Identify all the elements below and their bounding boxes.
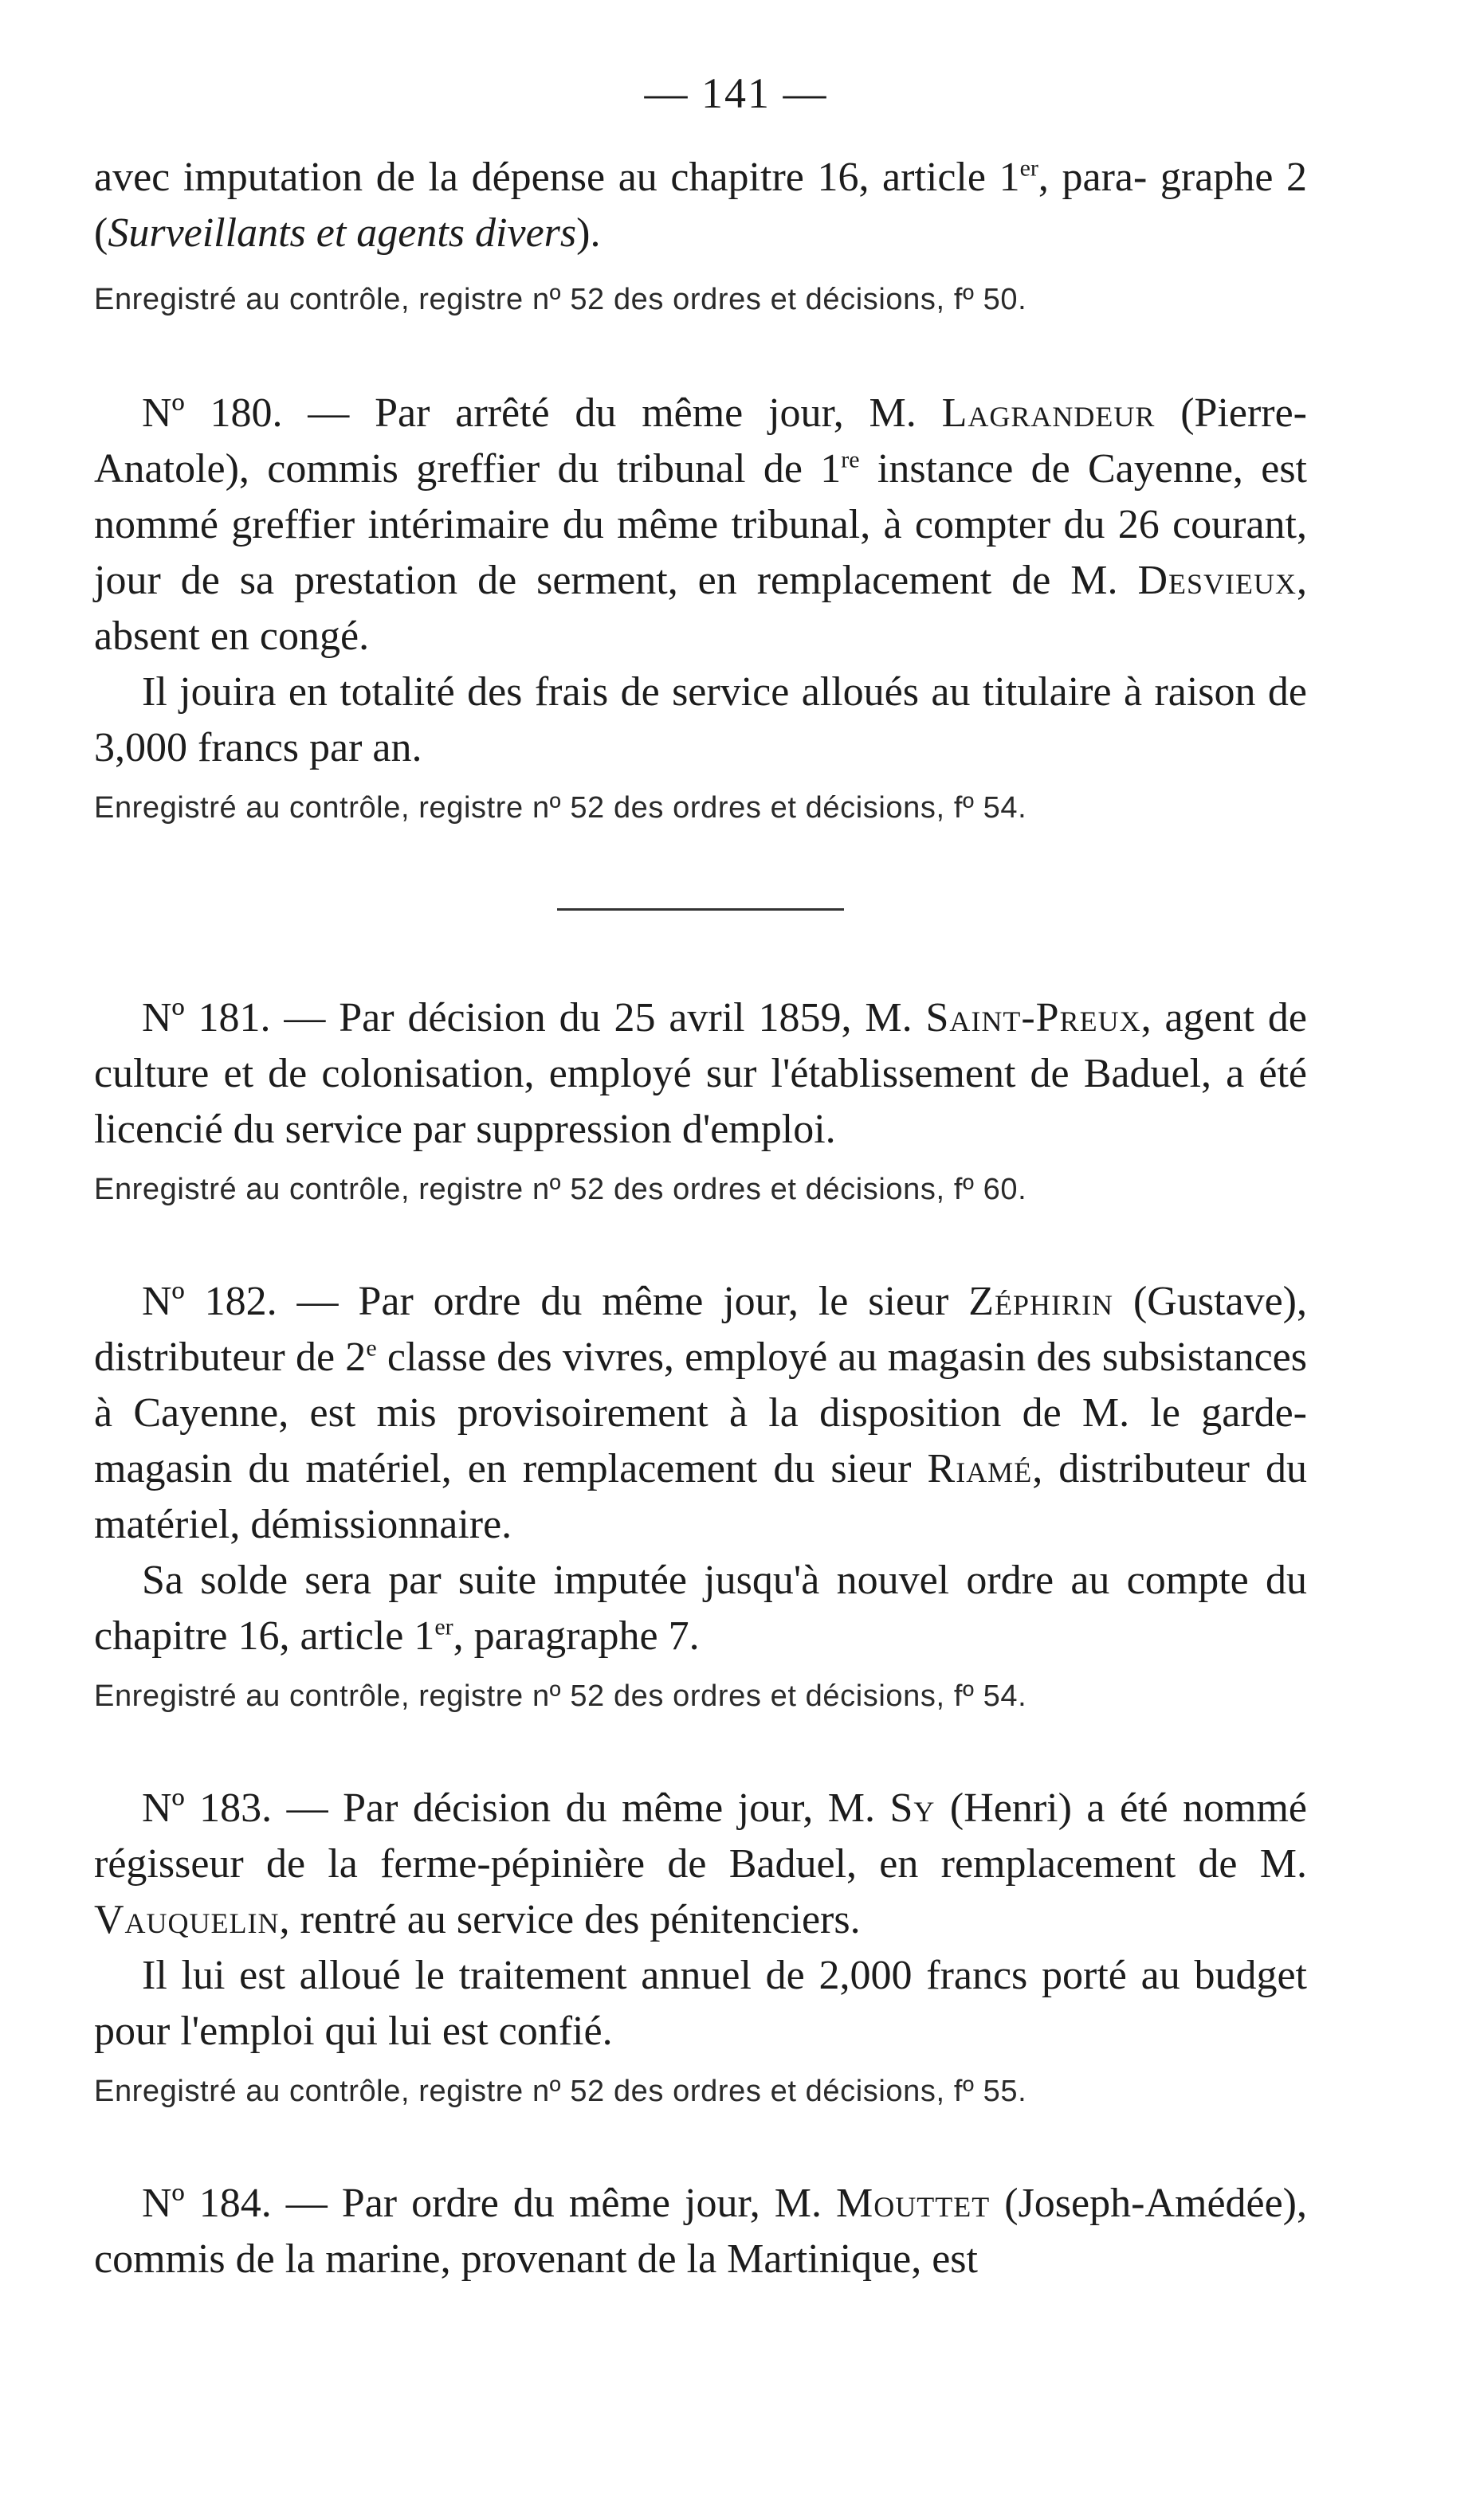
superscript: re xyxy=(841,446,860,473)
entry-text: , distributeur du matériel, démissionnaire. xyxy=(94,1446,1307,1547)
entry-text: (Joseph-Amédée), commis de la marine, provenant de la Martinique, est xyxy=(94,2181,1307,2282)
entry-paragraph xyxy=(94,2176,1307,2287)
registration-note: Enregistré au contrôle, registre nº 52 des ordres et décisions, fº 50. xyxy=(94,283,1027,316)
entry-text: , rentré au service des pénitenciers. xyxy=(279,1897,861,1942)
entry-text: (Henri) a été nommé régisseur de la ferme-pépinière de Baduel, en remplacement de M. xyxy=(94,1785,1307,1887)
registration-note: Enregistré au contrôle, registre nº 52 des ordres et décisions, fº 54. xyxy=(94,1679,1027,1713)
entry-head: Nº 183. — Par décision du même jour, M. xyxy=(142,1785,890,1831)
registration-note: Enregistré au contrôle, registre nº 52 des ordres et décisions, fº 55. xyxy=(94,2075,1027,2108)
entry-181 xyxy=(94,990,1307,1210)
entry-head: Nº 182. — Par ordre du même jour, le sieur xyxy=(142,1279,969,1324)
entry-paragraph xyxy=(94,1274,1307,1553)
entry-text: instance de Cayenne, est nommé greffier intérimaire du même tribunal, à compter du 26 courant, jour de sa prestation de serment, en remplacement de M. xyxy=(94,446,1307,603)
continuation-block xyxy=(94,150,1307,320)
person-name: Desvieux xyxy=(1137,558,1297,603)
person-name: Riamé xyxy=(927,1446,1033,1491)
page-number: — 141 — xyxy=(644,69,828,117)
entry-paragraph xyxy=(94,386,1307,664)
person-name: Zéphirin xyxy=(968,1279,1114,1324)
entry-text: , absent en congé. xyxy=(94,558,1307,659)
person-name: Mouttet xyxy=(836,2181,991,2226)
entry-text: (Pierre-Anatole), commis greffier du tribunal de 1 xyxy=(94,390,1307,492)
entry-text: , agent de culture et de colonisation, employé sur l'établissement de Baduel, a été licencié du service par suppression d'emploi. xyxy=(94,995,1308,1152)
entry-paragraph-2: Il lui est alloué le traitement annuel de 2,000 francs porté au budget pour l'emploi qui lui est confié. xyxy=(94,1953,1307,2054)
entry-180 xyxy=(94,386,1307,829)
section-divider xyxy=(557,908,844,911)
superscript: er xyxy=(434,1613,453,1640)
person-name: Lagrandeur xyxy=(941,390,1156,436)
person-name: Sy xyxy=(889,1785,936,1831)
text-column xyxy=(94,150,1307,2287)
entry-184 xyxy=(94,2176,1307,2287)
continuation-text-part: graphe 2 ( xyxy=(94,155,1308,256)
entry-paragraph xyxy=(94,1781,1307,1948)
superscript: er xyxy=(1019,155,1038,182)
continuation-text-part: , para- xyxy=(1038,155,1148,200)
person-name: Saint-Preux xyxy=(925,995,1141,1041)
entry-paragraph-2 xyxy=(94,1553,1307,1664)
continuation-text-part: avec imputation de la dépense au chapitre 16, article 1 xyxy=(94,155,1020,200)
registration-note: Enregistré au contrôle, registre nº 52 des ordres et décisions, fº 60. xyxy=(94,1173,1027,1206)
italic-text: Surveillants et agents divers xyxy=(108,210,577,256)
superscript: e xyxy=(366,1334,377,1362)
entry-text: , paragraphe 7. xyxy=(453,1613,700,1659)
entry-text: (Gustave), distributeur de 2 xyxy=(94,1279,1307,1380)
entry-182 xyxy=(94,1274,1307,1717)
entry-text: Sa solde sera par suite imputée jusqu'à nouvel ordre au compte du chapitre 16, article 1 xyxy=(94,1558,1307,1659)
entry-text: classe des vivres, employé au magasin des subsistances à Cayenne, est mis provisoirement à la disposition de M. le garde-magasin du matériel, en remplacement du sieur xyxy=(94,1334,1307,1491)
entry-head: Nº 180. — Par arrêté du même jour, M. xyxy=(142,390,942,436)
entry-paragraph-2: Il jouira en totalité des frais de service alloués au titulaire à raison de 3,000 francs par an. xyxy=(94,669,1307,770)
entry-paragraph xyxy=(94,990,1307,1158)
entry-head: Nº 184. — Par ordre du même jour, M. xyxy=(142,2181,837,2226)
entry-183 xyxy=(94,1781,1307,2112)
continuation-text xyxy=(94,150,1307,261)
registration-note: Enregistré au contrôle, registre nº 52 des ordres et décisions, fº 54. xyxy=(94,791,1027,825)
person-name: Vauquelin xyxy=(94,1897,280,1942)
continuation-text-part: ). xyxy=(576,210,601,256)
entry-head: Nº 181. — Par décision du 25 avril 1859, M. xyxy=(142,995,926,1041)
